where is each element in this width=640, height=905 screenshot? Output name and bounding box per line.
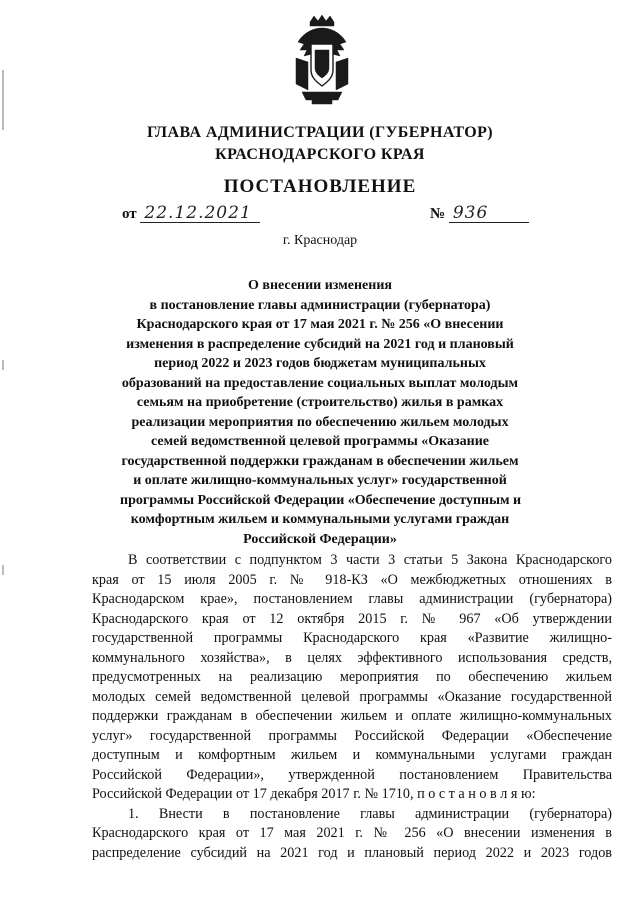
body-line: края от 15 июля 2005 г. № 918-КЗ «О межбюджетных отношениях в	[92, 571, 612, 588]
title-line: семьям на приобретение (строительство) жилья в рамках	[136, 395, 504, 410]
body-line: Краснодарского края от 12 октября 2015 г. № 967 «Об утверждении	[92, 610, 612, 627]
body-line: Краснодарском крае», постановлением главы администрации (губернатора)	[92, 591, 612, 607]
scan-margin-mark	[2, 360, 4, 370]
city-line: г. Краснодар	[282, 233, 358, 248]
issuer-line-2: КРАСНОДАРСКОГО КРАЯ	[215, 146, 425, 163]
title-line: реализации мероприятия по обеспечению жильем молодых	[131, 414, 509, 430]
number-label: №	[430, 206, 446, 222]
body-line: 1. Внести в постановление главы администрации (губернатора)	[128, 805, 612, 822]
title-line: образований на предоставление социальных выплат молодым	[121, 375, 519, 391]
handwritten-date: 22.12.2021	[140, 204, 260, 223]
body-line: предусмотренных на реализацию мероприятия по обеспечению жильем	[92, 669, 612, 685]
date-label: от	[122, 206, 137, 222]
document-type: ПОСТАНОВЛЕНИЕ	[223, 176, 417, 197]
body-line: государственной программы Краснодарского края «Развитие жилищно-	[92, 630, 612, 646]
number-line	[430, 204, 529, 223]
body-line: Российской Федерации», утвержденной постановлением Правительства	[92, 766, 612, 783]
title-line: государственной поддержки гражданам в обеспечении жильем	[121, 453, 519, 469]
body-line: услуг» государственной программы Российской Федерации «Обеспечение	[92, 727, 612, 744]
title-line: комфортным жильем и коммунальными услугами граждан	[130, 512, 510, 527]
title-line: и оплате жилищно-коммунальных услуг» государственной	[133, 473, 507, 488]
body-line: поддержки гражданам в обеспечении жильем и оплате жилищно-коммунальных	[92, 708, 612, 724]
title-line: О внесении изменения	[248, 278, 392, 293]
scan-margin-mark	[2, 70, 4, 130]
body-line: распределение субсидий на 2021 год и плановый период 2022 и 2023 годов	[92, 844, 612, 861]
body-line: молодых семей ведомственной целевой программы «Оказание государственной	[92, 688, 612, 705]
issuer-line-1: ГЛАВА АДМИНИСТРАЦИИ (ГУБЕРНАТОР)	[147, 124, 493, 141]
title-line: программы Российской Федерации «Обеспечение доступным и	[120, 492, 522, 508]
title-line: период 2022 и 2023 годов бюджетам муниципальных	[154, 356, 486, 371]
title-line: в постановление главы администрации (губернатора)	[149, 297, 491, 313]
body-line: коммунального хозяйства», в целях эффективного использования средств,	[92, 649, 612, 666]
handwritten-number: 936	[449, 204, 529, 223]
body-line: В соответствии с подпунктом 3 части 3 статьи 5 Закона Краснодарского	[128, 552, 612, 568]
document-body	[92, 551, 612, 863]
title-line: Краснодарского края от 17 мая 2021 г. № 256 «О внесении	[136, 317, 504, 332]
title-line: Российской Федерации»	[243, 531, 397, 547]
title-line: изменения в распределение субсидий на 2021 год и плановый	[126, 336, 514, 352]
coat-of-arms-emblem	[292, 14, 352, 106]
body-line: Краснодарского края от 17 мая 2021 г. № 256 «О внесении изменения в	[92, 825, 612, 841]
document-title	[120, 276, 520, 549]
body-line: Российской Федерации от 17 декабря 2017 г. № 1710, п о с т а н о в л я ю:	[92, 786, 536, 802]
body-line: доступным и комфортным жильем и коммунальными услугами граждан	[92, 747, 612, 763]
title-line: семей ведомственной целевой программы «Оказание	[150, 434, 490, 449]
scan-margin-mark	[2, 565, 4, 575]
date-line	[122, 204, 260, 223]
